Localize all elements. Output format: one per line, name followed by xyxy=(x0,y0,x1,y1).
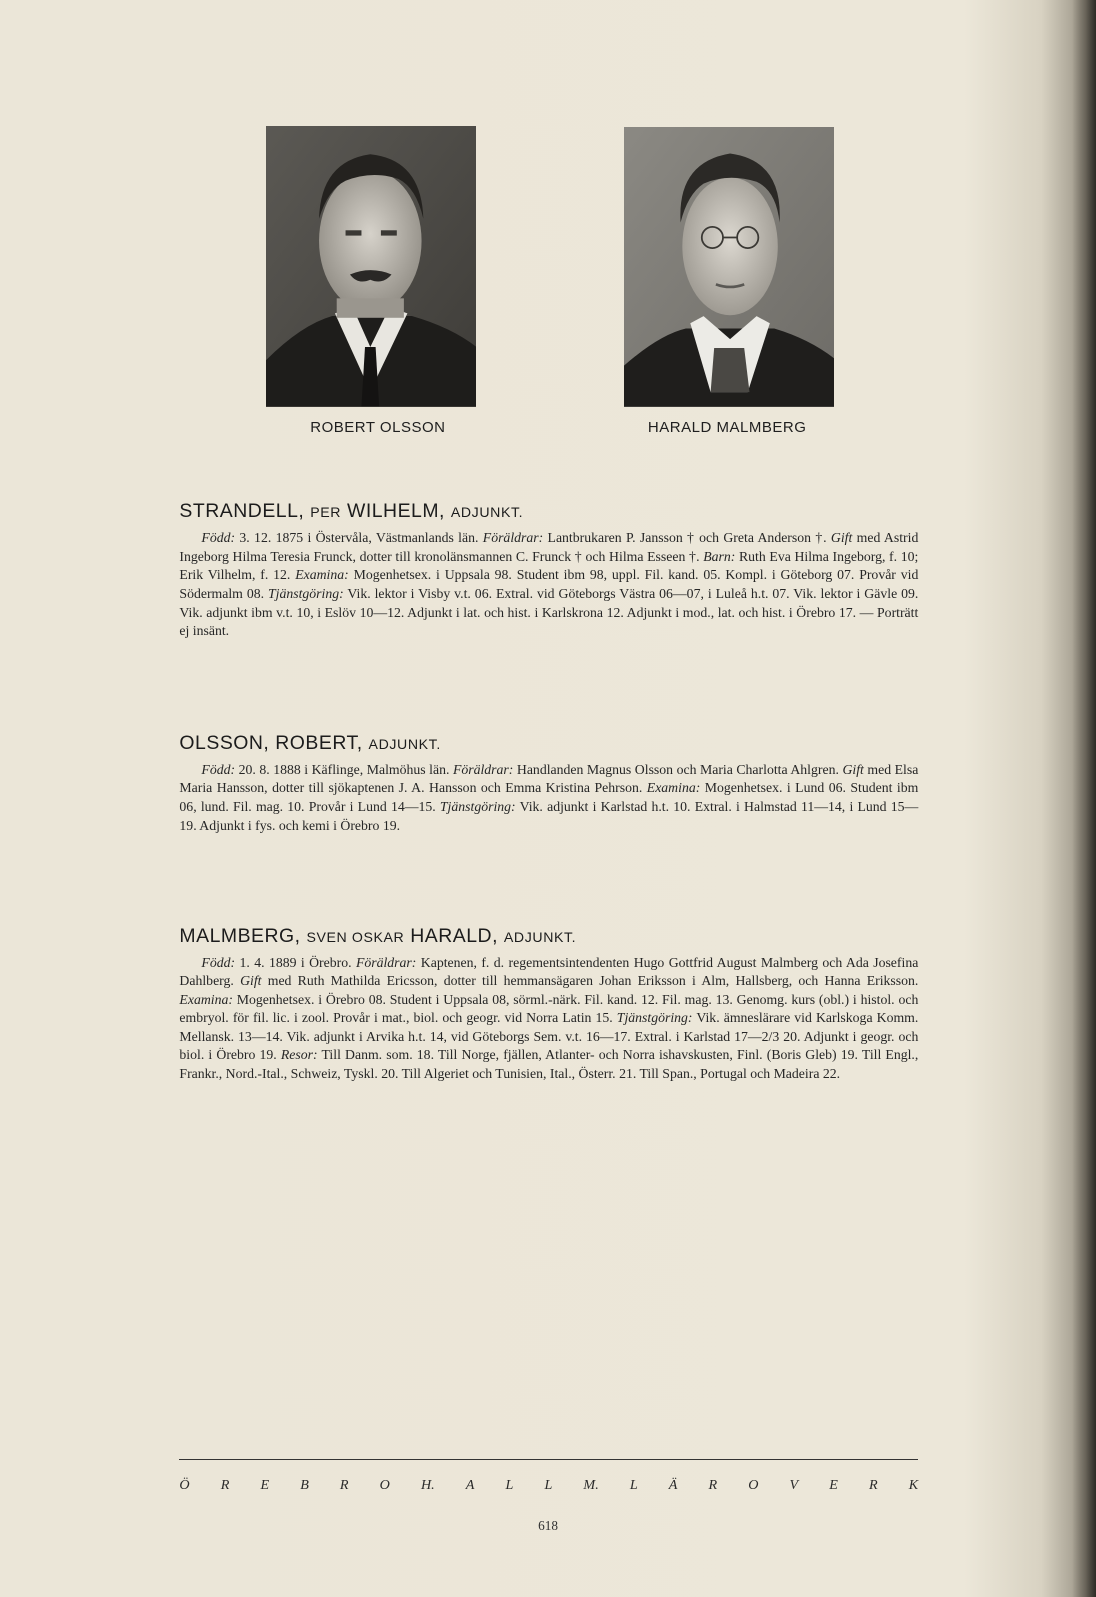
footer-letter: L xyxy=(544,1476,553,1493)
page-number: 618 xyxy=(538,1518,558,1534)
entry-body xyxy=(179,529,918,640)
footer-letter: B xyxy=(300,1476,309,1493)
biography-entry xyxy=(179,732,918,835)
footer-letter: V xyxy=(789,1476,799,1493)
field-text: Vik. adjunkt i Karlstad h.t. 10. Extral. i Halmstad 11—14, i Lund 15—19. Adjunkt i fys. och kemi i Örebro 19. xyxy=(179,798,919,833)
footer-letter: A xyxy=(465,1476,475,1493)
field-text: Mogenhetsex. i Lund 06. Student ibm 06, lund. Fil. mag. 10. Provår i Lund 14—15. xyxy=(179,780,919,814)
field-text: Mogenhetsex. i Uppsala 98. Student ibm 98, uppl. Fil. kand. 05. Kompl. i Göteborg 07. Provår vid Södermalm 08. xyxy=(179,567,919,601)
field-label: Föräldrar: xyxy=(452,761,514,777)
field-label: Examina: xyxy=(295,567,349,583)
footer-letter: Ö xyxy=(179,1476,190,1493)
field-text: Vik. lektor i Visby v.t. 06. Extral. vid Göteborgs Västra 06—07, i Luleå h.t. 07. Vik. lektor i Gävle 09. Vik. adjunkt ibm v.t. 10, i Eslöv 10—12. Adjunkt i lat. och hist. i Karlskrona 12. Adjunkt i mod., lat. och hist. i Örebro 17. — Porträtt ej insänt. xyxy=(179,585,919,639)
book-spine-shadow xyxy=(1072,0,1096,1597)
entry-given: ROBERT, xyxy=(275,731,363,754)
entry-title: ADJUNKT. xyxy=(368,735,441,752)
field-label: Född: xyxy=(201,530,236,546)
running-footer xyxy=(179,1477,918,1494)
footer-letter: L xyxy=(629,1476,638,1493)
footer-letter: E xyxy=(260,1476,270,1493)
entry-title: ADJUNKT. xyxy=(503,928,577,945)
field-text: Till Danm. som. 18. Till Norge, fjällen, Atlanter- och Norra ishavskusten, Finl. (Boris Gleb) 19. Till Engl., Frankr., Nord.-Ital., Schweiz, Tyskl. 20. Till Algeriet och Tunisien, Ital., Österr. 21. Till Span., Portugal och Madeira 22. xyxy=(179,1047,919,1081)
footer-letter: O xyxy=(748,1476,759,1493)
entry-surname: OLSSON, xyxy=(179,731,270,754)
caption-right: HARALD MALMBERG xyxy=(647,418,807,436)
footer-rule xyxy=(179,1459,918,1460)
entry-heading xyxy=(179,925,918,948)
entry-body xyxy=(179,761,918,835)
entry-heading xyxy=(179,500,918,523)
field-text: Handlanden Magnus Olsson och Maria Charlotta Ahlgren. xyxy=(513,761,843,777)
entry-surname: MALMBERG, xyxy=(179,924,301,947)
field-text: Lantbrukaren P. Jansson † och Greta Anderson †. xyxy=(543,530,831,546)
entry-title: ADJUNKT. xyxy=(450,504,524,521)
field-text: 3. 12. 1875 i Östervåla, Västmanlands län. xyxy=(235,530,483,546)
entry-given: WILHELM, xyxy=(346,500,445,523)
field-label: Föräldrar: xyxy=(482,530,544,546)
field-text: Kaptenen, f. d. regementsintendenten Hugo Gottfrid August Malmberg och Ada Josefina Dahlberg. xyxy=(179,954,919,989)
footer-letter: O xyxy=(379,1476,390,1493)
footer-letter: M. xyxy=(583,1476,599,1493)
field-label: Examina: xyxy=(646,780,701,796)
footer-letter: R xyxy=(220,1476,230,1493)
field-label: Examina: xyxy=(179,991,233,1007)
footer-letter: R xyxy=(708,1476,718,1493)
biography-entry xyxy=(179,925,918,1084)
footer-letter: Ä xyxy=(668,1476,678,1493)
field-text: Vik. ämneslärare vid Karlskoga Komm. Mellansk. 13—14. Vik. adjunkt i Arvika h.t. 14, vid Göteborgs Sem. v.t. 16—17. Extral. i Karlstad 17—2/3 20. Adjunkt i geogr. och biol. i Örebro 19. xyxy=(179,1010,919,1063)
field-label: Föräldrar: xyxy=(355,954,417,970)
field-text: 1. 4. 1889 i Örebro. xyxy=(235,954,356,970)
field-label: Tjänstgöring: xyxy=(616,1010,693,1026)
caption-left: ROBERT OLSSON xyxy=(310,418,446,436)
field-label: Gift xyxy=(240,973,262,989)
footer-letter: L xyxy=(505,1476,514,1493)
biography-entry xyxy=(179,500,918,640)
portrait-robert-olsson xyxy=(266,126,476,406)
footer-letter: R xyxy=(869,1476,878,1493)
field-label: Född: xyxy=(201,761,236,777)
field-label: Resor: xyxy=(280,1047,318,1063)
entry-body xyxy=(179,954,918,1084)
entry-surname: STRANDELL, xyxy=(179,500,305,523)
field-label: Gift xyxy=(842,761,864,777)
field-label: Barn: xyxy=(703,548,736,564)
field-text: med Ruth Mathilda Ericsson, dotter till hemmansägaren Johan Eriksson i Alm, Hallsberg, och Hanna Eriksson. xyxy=(261,973,919,989)
field-text: med Elsa Maria Hansson, dotter till sjökaptenen J. A. Hansson och Emma Kristina Pehrson. xyxy=(179,761,919,796)
footer-letter: R xyxy=(339,1476,349,1493)
entry-given: HARALD, xyxy=(410,924,498,947)
entry-heading xyxy=(179,732,918,755)
footer-letter: E xyxy=(829,1476,838,1493)
field-label: Gift xyxy=(830,530,853,546)
entry-given-small: PER xyxy=(310,504,342,521)
field-label: Född: xyxy=(201,954,236,970)
footer-letter: H. xyxy=(420,1476,435,1493)
field-text: Ruth Eva Hilma Ingeborg, f. 10; Erik Vilhelm, f. 12. xyxy=(179,548,919,583)
field-text: Mogenhetsex. i Örebro 08. Student i Uppsala 08, sörml.-närk. Fil. kand. 12. Fil. mag. 13. Genomg. kurs (obl.) i histol. och embryol. för fil. lic. i zool. Provår i mat., biol. och geogr. vid Norra Latin 15. xyxy=(179,991,919,1026)
field-text: 20. 8. 1888 i Käflinge, Malmöhus län. xyxy=(235,761,453,777)
entry-given-small: SVEN OSKAR xyxy=(306,928,405,945)
field-text: med Astrid Ingeborg Hilma Teresia Frunck, dotter till kronolänsmannen C. Frunck † och Hilma Esseen †. xyxy=(179,530,919,564)
footer-letter: K xyxy=(908,1476,919,1493)
portrait-harald-malmberg xyxy=(624,127,834,406)
field-label: Tjänstgöring: xyxy=(267,585,344,601)
field-label: Tjänstgöring: xyxy=(439,798,516,814)
